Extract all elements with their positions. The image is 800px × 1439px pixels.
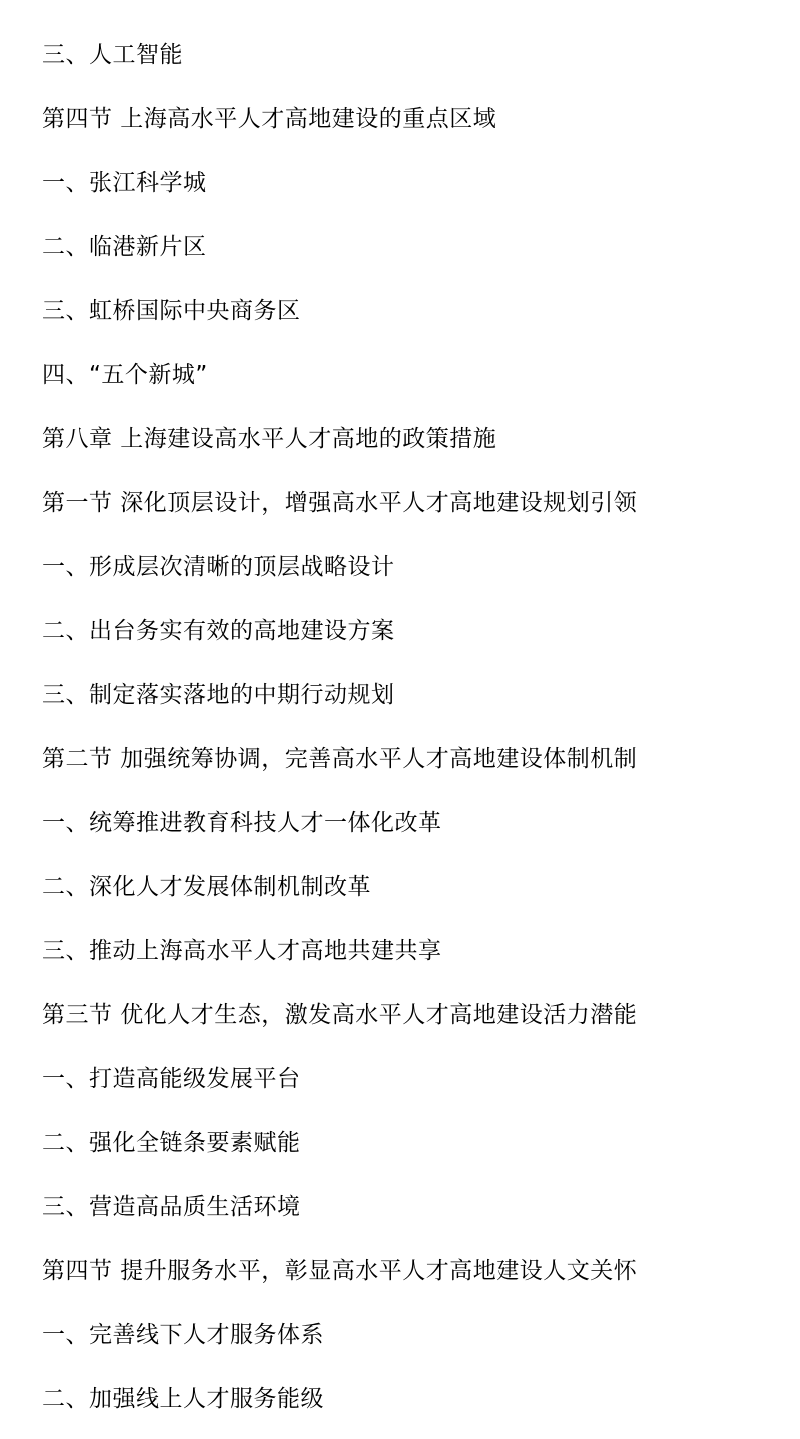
toc-line: 第一节 深化顶层设计，增强高水平人才高地建设规划引领 <box>42 490 638 516</box>
toc-line: 第四节 提升服务水平，彰显高水平人才高地建设人文关怀 <box>42 1258 638 1284</box>
toc-line: 三、制定落实落地的中期行动规划 <box>42 682 395 708</box>
toc-line: 第八章 上海建设高水平人才高地的政策措施 <box>42 426 497 452</box>
toc-line: 第三节 优化人才生态，激发高水平人才高地建设活力潜能 <box>42 1002 638 1028</box>
toc-line: 一、完善线下人才服务体系 <box>42 1322 324 1348</box>
toc-line: 二、临港新片区 <box>42 234 207 260</box>
toc-line: 四、“五个新城” <box>42 362 208 388</box>
toc-line: 一、张江科学城 <box>42 170 207 196</box>
toc-line: 第四节 上海高水平人才高地建设的重点区域 <box>42 106 497 132</box>
toc-line: 二、深化人才发展体制机制改革 <box>42 874 371 900</box>
toc-line: 二、强化全链条要素赋能 <box>42 1130 301 1156</box>
toc-line: 三、营造高品质生活环境 <box>42 1194 301 1220</box>
toc-line: 三、人工智能 <box>42 42 183 68</box>
toc-line: 三、虹桥国际中央商务区 <box>42 298 301 324</box>
toc-line: 二、加强线上人才服务能级 <box>42 1386 324 1412</box>
toc-line: 三、推动上海高水平人才高地共建共享 <box>42 938 442 964</box>
toc-line: 一、打造高能级发展平台 <box>42 1066 301 1092</box>
toc-line: 二、出台务实有效的高地建设方案 <box>42 618 395 644</box>
toc-line: 一、统筹推进教育科技人才一体化改革 <box>42 810 442 836</box>
toc-line: 一、形成层次清晰的顶层战略设计 <box>42 554 395 580</box>
toc-line: 第二节 加强统筹协调，完善高水平人才高地建设体制机制 <box>42 746 638 772</box>
